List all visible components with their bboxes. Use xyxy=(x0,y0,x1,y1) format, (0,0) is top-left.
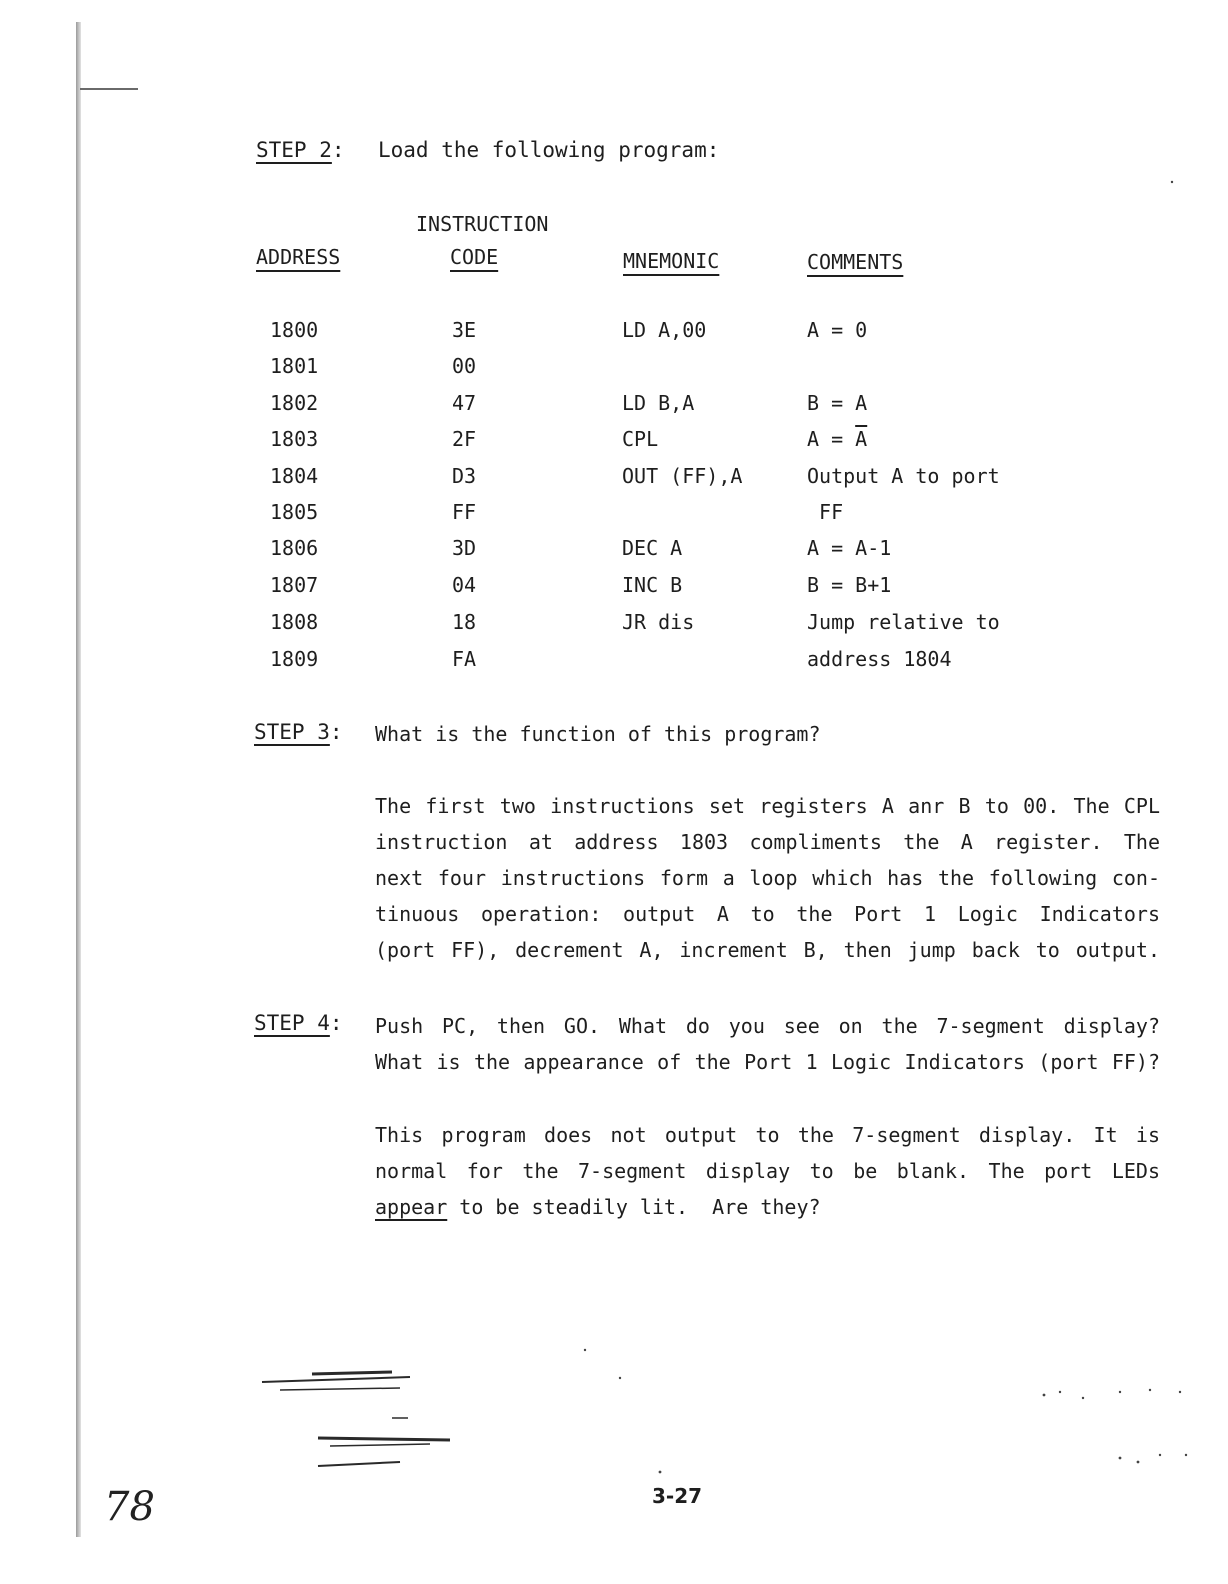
step-2-text: Load the following program: xyxy=(378,138,720,162)
address-cell: 1805 xyxy=(270,500,319,524)
mnemonic-cell: JR dis xyxy=(622,610,695,634)
mnemonic-cell: LD A,00 xyxy=(622,318,707,342)
address-cell: 1808 xyxy=(270,610,319,634)
mnemonic-cell: CPL xyxy=(622,427,659,451)
complement-symbol: $\overline{A}$ xyxy=(855,427,868,451)
handwritten-note: 78 xyxy=(104,1484,155,1530)
code-cell: 3E xyxy=(452,318,477,342)
table-header-mnemonic: MNEMONIC xyxy=(623,249,720,273)
step-4-label: STEP 4 xyxy=(254,1011,330,1035)
answer-line: tinuous operation: output A to the Port 1 Logic Indicators xyxy=(375,902,1160,926)
table-header-address: ADDRESS xyxy=(256,245,341,269)
code-cell: 47 xyxy=(452,391,477,415)
comment-text: A = xyxy=(807,427,856,451)
table-header-instruction: INSTRUCTION xyxy=(416,212,549,236)
address-cell: 1807 xyxy=(270,573,319,597)
emphasis-word: appear xyxy=(375,1195,448,1219)
code-cell: 2F xyxy=(452,427,477,451)
comment-cell: Output A to port xyxy=(807,464,1000,488)
step-3-label: STEP 3 xyxy=(254,720,330,744)
answer-line: This program does not output to the 7-segment display. It is xyxy=(375,1123,1160,1147)
address-cell: 1801 xyxy=(270,354,319,378)
address-cell: 1800 xyxy=(270,318,319,342)
comment-cell: Jump relative to xyxy=(807,610,1000,634)
mnemonic-cell: LD B,A xyxy=(622,391,695,415)
comment-cell: A = 0 xyxy=(807,318,868,342)
address-cell: 1803 xyxy=(270,427,319,451)
answer-line-rest: to be steadily lit. Are they? xyxy=(447,1195,821,1219)
table-header-code: CODE xyxy=(450,245,499,269)
step-3-question: What is the function of this program? xyxy=(375,722,821,746)
code-cell: 04 xyxy=(452,573,477,597)
mnemonic-cell: INC B xyxy=(622,573,683,597)
address-cell: 1804 xyxy=(270,464,319,488)
mnemonic-cell: OUT (FF),A xyxy=(622,464,743,488)
comment-cell: B = B+1 xyxy=(807,573,892,597)
address-cell: 1809 xyxy=(270,647,319,671)
step-2-colon: : xyxy=(331,138,345,162)
mnemonic-cell: DEC A xyxy=(622,536,683,560)
comment-cell: B = A xyxy=(807,391,868,415)
question-line: What is the appearance of the Port 1 Logic Indicators (port FF)? xyxy=(375,1050,1160,1074)
code-cell: D3 xyxy=(452,464,477,488)
code-cell: FA xyxy=(452,647,477,671)
page-number: 3-27 xyxy=(652,1484,703,1508)
code-cell: 18 xyxy=(452,610,477,634)
table-header-comments: COMMENTS xyxy=(807,250,904,274)
code-cell: FF xyxy=(452,500,477,524)
answer-line: (port FF), decrement A, increment B, then jump back to output. xyxy=(375,938,1160,962)
question-line: Push PC, then GO. What do you see on the 7-segment display? xyxy=(375,1014,1160,1038)
address-cell: 1806 xyxy=(270,536,319,560)
comment-cell: A = A-1 xyxy=(807,536,892,560)
answer-line: normal for the 7-segment display to be blank. The port LEDs xyxy=(375,1159,1160,1183)
step-2-label: STEP 2 xyxy=(256,138,332,162)
address-cell: 1802 xyxy=(270,391,319,415)
answer-line: instruction at address 1803 compliments the A register. The xyxy=(375,830,1160,854)
step-3-colon: : xyxy=(329,720,343,744)
answer-line: next four instructions form a loop which has the following con- xyxy=(375,866,1160,890)
code-cell: 3D xyxy=(452,536,477,560)
comment-cell: FF xyxy=(807,500,844,524)
comment-cell: address 1804 xyxy=(807,647,952,671)
answer-line: The first two instructions set registers A anr B to 00. The CPL xyxy=(375,794,1160,818)
code-cell: 00 xyxy=(452,354,477,378)
step-4-colon: : xyxy=(329,1011,343,1035)
